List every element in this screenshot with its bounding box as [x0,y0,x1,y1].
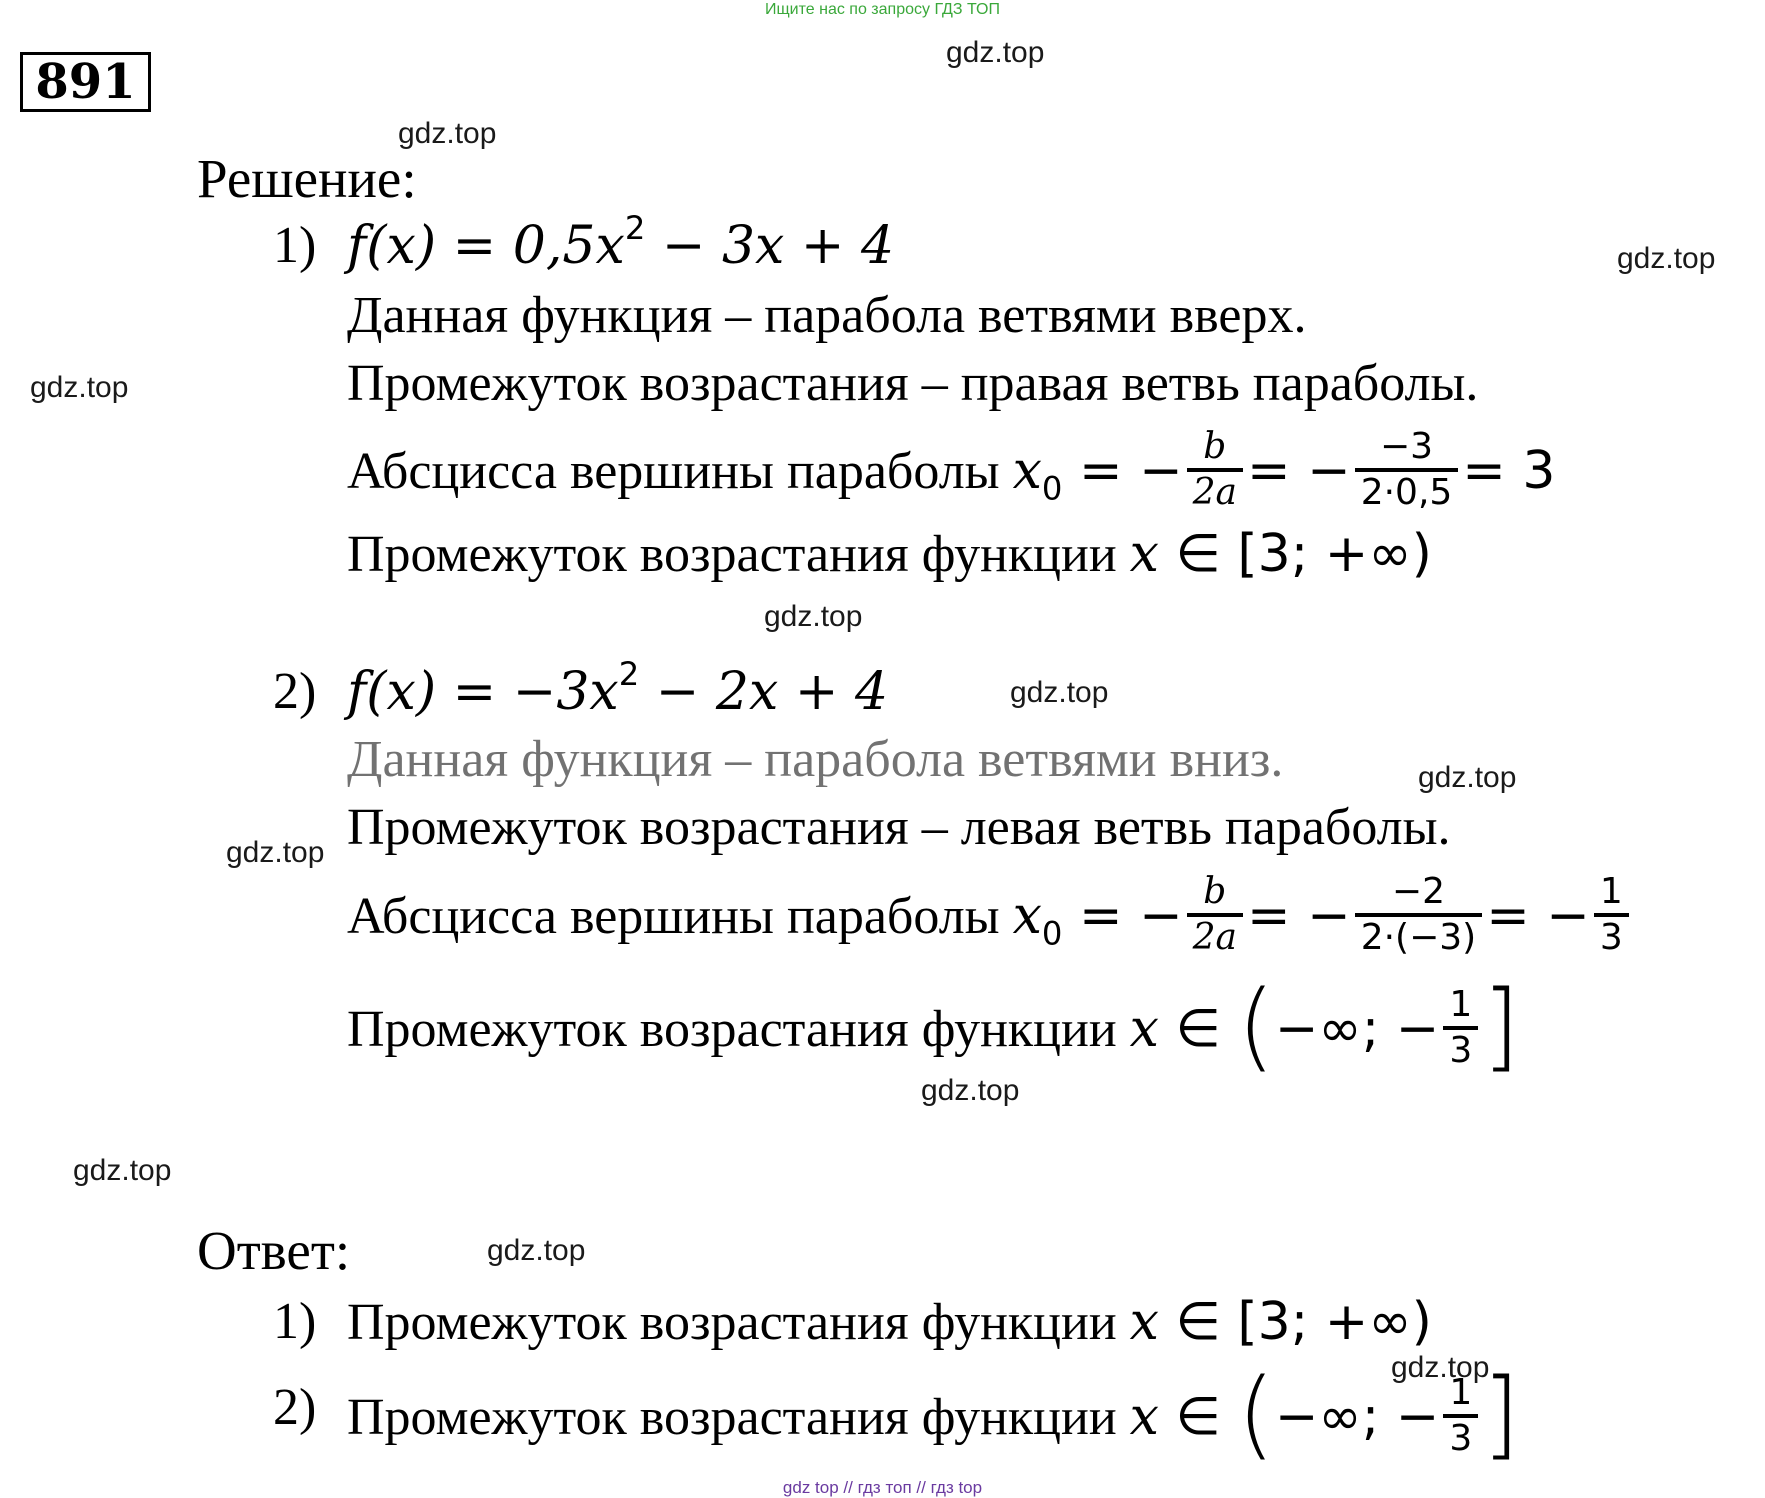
watermark: gdz.top [764,600,863,633]
abscissa-label: Абсцисса вершины параболы [347,442,1000,500]
fraction-values: $\frac{-2}{2\cdot(-3)}$ [1355,871,1483,959]
watermark: gdz.top [1418,761,1517,794]
watermark: gdz.top [487,1234,586,1267]
watermark: gdz.top [398,117,497,150]
answer-heading: Ответ: [197,1220,351,1281]
part2-interval-text: Промежуток возрастания – левая ветвь параболы. [347,799,1451,856]
vertex-result: 3 [1522,440,1556,501]
fraction-values: $\frac{-3}{2\cdot 0,5}$ [1355,426,1459,514]
part2-formula: $f(x) = -3x^2 - 2x + 4$ [347,654,889,722]
part1-number: 1) [273,217,317,274]
watermark: gdz.top [1617,242,1716,275]
watermark: gdz.top [1391,1351,1490,1384]
watermark: gdz.top [921,1074,1020,1107]
watermark: gdz.top [73,1154,172,1187]
fraction-result: $\frac{1}{3}$ [1594,871,1629,959]
watermark: gdz.top [946,36,1045,69]
fraction-interval: $\frac{1}{3}$ [1443,1372,1478,1460]
part1-formula: $f(x) = 0,5x^2 - 3x + 4$ [347,208,895,276]
fraction-b-2a: $\frac{b}{2a}$ [1187,871,1243,959]
part2-answer: Промежуток возрастания функции x ∈ (−∞; − $\frac{1}{3}$ ] [347,970,1520,1082]
answer-item1-number: 1) [273,1293,317,1350]
watermark: gdz.top [1010,676,1109,709]
interval: [3; +∞) [1237,524,1432,584]
answer-item2-number: 2) [273,1379,317,1436]
answer-item1: Промежуток возрастания функции x ∈ [3; +∞) [347,1292,1432,1352]
watermark: gdz.top [30,371,129,404]
part1-description: Данная функция – парабола ветвями вверх. [347,287,1307,344]
part1-abscissa: Абсцисса вершины параболы $x_0$ = − $\frac{b}{2a}$ = − $\frac{-3}{2\cdot 0,5}$ = 3 [347,426,1556,513]
part2-description: Данная функция – парабола ветвями вниз. [347,731,1284,788]
fraction-b-2a: $\frac{b}{2a}$ [1187,426,1243,514]
watermark: gdz.top [226,836,325,869]
part2-abscissa: Абсцисса вершины параболы $x_0$ = − $\frac{b}{2a}$ = − $\frac{-2}{2\cdot(-3)}$ = − $\frac{1}{3}$ [347,877,1633,965]
solution-heading: Решение: [197,148,417,209]
problem-number: 891 [20,52,151,112]
top-banner: Ищите нас по запросу ГДЗ ТОП [765,1,1000,18]
fraction-interval: $\frac{1}{3}$ [1443,984,1478,1072]
footer-links: gdz top // гдз топ // гдз top [782,1478,983,1497]
answer-item2: Промежуток возрастания функции x ∈ (−∞; − $\frac{1}{3}$ ] [347,1358,1520,1470]
part1-interval-text: Промежуток возрастания – правая ветвь параболы. [347,355,1479,412]
part2-number: 2) [273,663,317,720]
part1-answer: Промежуток возрастания функции x ∈ [3; +∞) [347,524,1432,584]
